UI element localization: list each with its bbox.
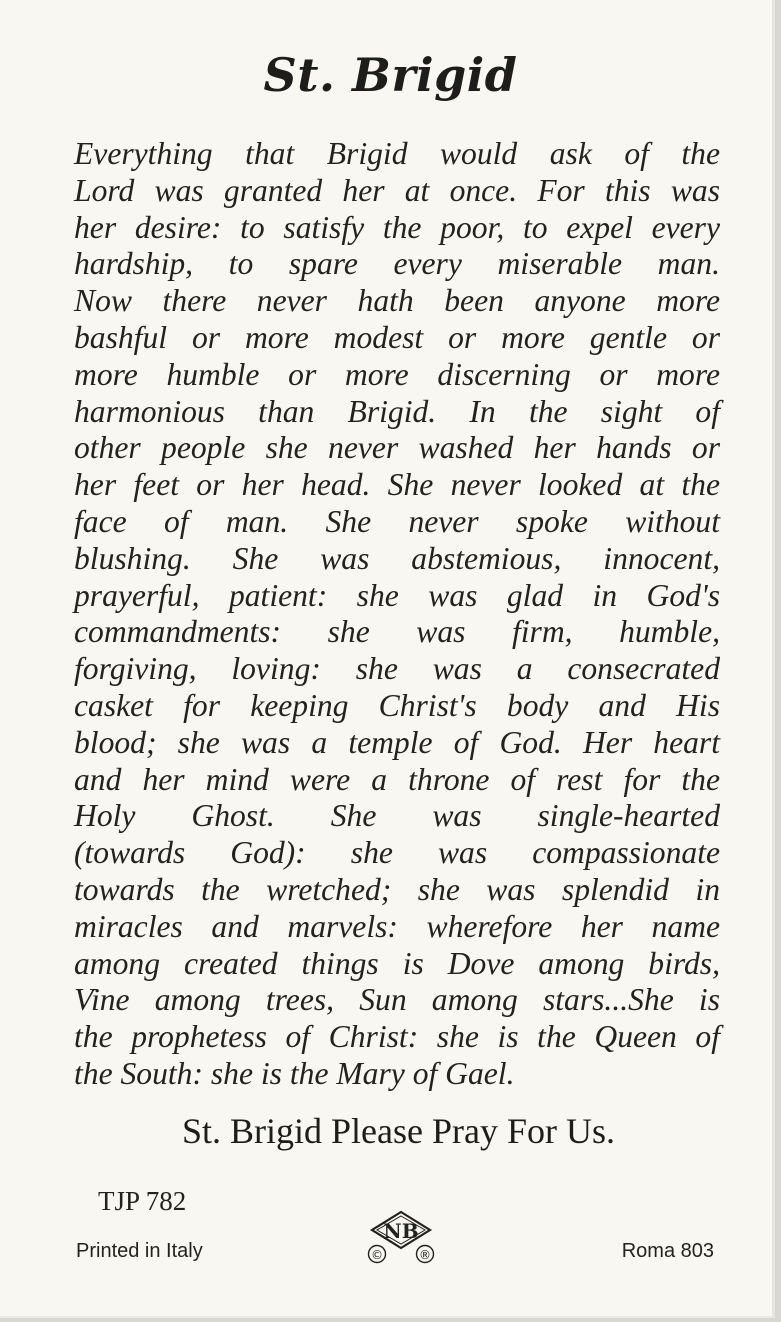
body-line: bashful or more modest or more gentle or (74, 319, 720, 355)
body-line: her desire: to satisfy the poor, to expel every (74, 209, 720, 245)
body-line: Vine among trees, Sun among stars...She is (74, 982, 720, 1018)
card-body-text (74, 136, 720, 1093)
body-line: among created things is Dove among birds, (74, 945, 720, 981)
logo-letters: NB (383, 1219, 419, 1243)
body-line: hardship, to spare every miserable man. (74, 246, 720, 282)
copyright-mark: © (371, 1248, 383, 1262)
body-line: Lord was granted her at once. For this was (74, 172, 720, 208)
body-line: casket for keeping Christ's body and His (74, 687, 720, 723)
body-line: forgiving, loving: she was a consecrated (74, 651, 720, 687)
body-line: more humble or more discerning or more (74, 356, 720, 392)
body-line: (towards God): she was compassionate (74, 835, 720, 871)
body-line: miracles and marvels: wherefore her name (74, 908, 720, 944)
body-line: the prophetess of Christ: she is the Queen of (74, 1019, 720, 1055)
body-line: other people she never washed her hands or (74, 430, 720, 466)
body-line: Now there never hath been anyone more (74, 283, 720, 319)
registered-mark: ® (419, 1248, 431, 1262)
card-title: St. Brigid (263, 48, 518, 102)
product-code: TJP 782 (98, 1186, 187, 1216)
body-line: towards the wretched; she was splendid in (74, 871, 720, 907)
body-line: harmonious than Brigid. In the sight of (74, 393, 720, 429)
body-line: the South: she is the Mary of Gael. (74, 1055, 515, 1091)
prayer-line: St. Brigid Please Pray For Us. (181, 1111, 615, 1151)
roma-code: Roma 803 (621, 1240, 714, 1262)
body-line: her feet or her head. She never looked at the (74, 467, 720, 503)
body-line: prayerful, patient: she was glad in God's (74, 577, 720, 613)
body-line: face of man. She never spoke without (74, 503, 720, 539)
body-line: Holy Ghost. She was single-hearted (74, 798, 720, 834)
printed-in-label: Printed in Italy (76, 1240, 203, 1262)
body-line: Everything that Brigid would ask of the (74, 136, 720, 171)
body-line: and her mind were a throne of rest for the (74, 761, 720, 797)
publisher-logo-icon (364, 1210, 438, 1268)
body-line: blood; she was a temple of God. Her heart (74, 724, 720, 760)
body-line: blushing. She was abstemious, innocent, (74, 540, 720, 576)
body-line: commandments: she was firm, humble, (74, 614, 720, 650)
